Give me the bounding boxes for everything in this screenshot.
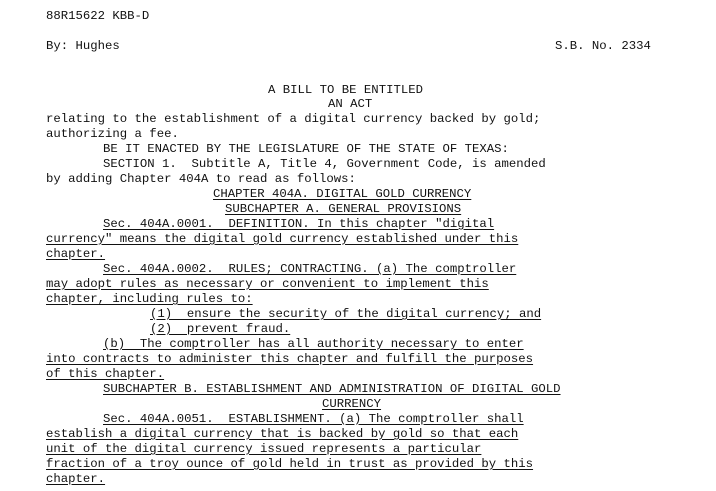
sec-0002-item: (1) ensure the security of the digital currency; and — [150, 307, 542, 321]
subchapter-a-heading: SUBCHAPTER A. GENERAL PROVISIONS — [225, 202, 462, 216]
bill-title: A BILL TO BE ENTITLED — [268, 83, 423, 97]
sec-0002-line: Sec. 404A.0002. RULES; CONTRACTING. (a) The comptroller — [103, 262, 517, 276]
bill-author: By: Hughes — [46, 39, 120, 53]
sec-0051-line: establish a digital currency that is backed by gold so that each — [46, 427, 519, 441]
section-1-line: SECTION 1. Subtitle A, Title 4, Government Code, is amended — [103, 157, 546, 171]
sec-0051-line: chapter. — [46, 472, 106, 486]
sec-0002-line: chapter, including rules to: — [46, 292, 253, 306]
sec-0002-line: may adopt rules as necessary or convenient to implement this — [46, 277, 489, 291]
caption-line: relating to the establishment of a digital currency backed by gold; — [46, 112, 541, 126]
bill-number: S.B. No. 2334 — [555, 39, 651, 53]
section-1-line: by adding Chapter 404A to read as follows: — [46, 172, 356, 186]
sec-0002-b-line: (b) The comptroller has all authority necessary to enter — [103, 337, 524, 351]
subchapter-b-heading: CURRENCY — [322, 397, 382, 411]
sec-0002-b-line: of this chapter. — [46, 367, 165, 381]
caption-line: authorizing a fee. — [46, 127, 179, 141]
sec-0001-line: Sec. 404A.0001. DEFINITION. In this chapter "digital — [103, 217, 495, 231]
sec-0051-line: unit of the digital currency issued represents a particular — [46, 442, 482, 456]
sec-0002-item: (2) prevent fraud. — [150, 322, 291, 336]
chapter-heading: CHAPTER 404A. DIGITAL GOLD CURRENCY — [213, 187, 472, 201]
subchapter-b-heading: SUBCHAPTER B. ESTABLISHMENT AND ADMINISTRATION OF DIGITAL GOLD — [103, 382, 561, 396]
sec-0051-line: Sec. 404A.0051. ESTABLISHMENT. (a) The comptroller shall — [103, 412, 524, 426]
sec-0051-line: fraction of a troy ounce of gold held in trust as provided by this — [46, 457, 534, 471]
act-title: AN ACT — [328, 97, 373, 111]
sec-0001-line: chapter. — [46, 247, 106, 261]
bill-id: 88R15622 KBB-D — [46, 9, 150, 23]
sec-0002-b-line: into contracts to administer this chapter and fulfill the purposes — [46, 352, 534, 366]
enacting-clause: BE IT ENACTED BY THE LEGISLATURE OF THE STATE OF TEXAS: — [103, 142, 509, 156]
sec-0001-line: currency" means the digital gold currency established under this — [46, 232, 519, 246]
